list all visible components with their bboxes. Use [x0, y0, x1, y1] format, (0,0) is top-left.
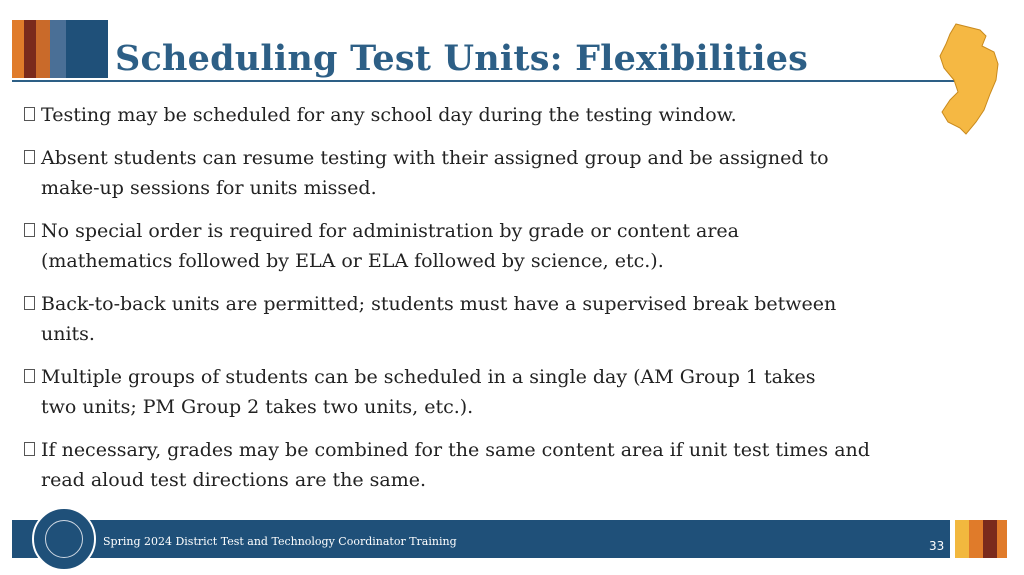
bullet-item [22, 143, 922, 203]
footer-text: Spring 2024 District Test and Technology Coordinator Training [103, 535, 457, 548]
bullet-item [22, 362, 922, 422]
seal-inner-ring [45, 520, 83, 558]
bullet-text: Multiple groups of students can be scheduled in a single day (AM Group 1 takes [41, 366, 816, 388]
title-decor-stripes [12, 20, 108, 78]
bullet-text: If necessary, grades may be combined for the same content area if unit test times and [41, 439, 870, 461]
footer-stripe [983, 520, 997, 558]
bullet-item [22, 100, 922, 130]
bullet-box-icon [24, 296, 35, 310]
bullet-box-icon [24, 369, 35, 383]
bullet-text: No special order is required for administration by grade or content area [41, 220, 739, 242]
bullet-box-icon [24, 107, 35, 121]
bullet-text-continued: (mathematics followed by ELA or ELA followed by science, etc.). [41, 250, 664, 272]
bullet-text-continued: make-up sessions for units missed. [41, 177, 377, 199]
title-stripe [50, 20, 66, 78]
bullet-box-icon [24, 150, 35, 164]
title-divider [12, 80, 972, 82]
bullet-text: Back-to-back units are permitted; students must have a supervised break between [41, 293, 837, 315]
title-stripe [12, 20, 24, 78]
bullet-item [22, 289, 922, 349]
footer-stripe [955, 520, 969, 558]
slide-title: Scheduling Test Units: Flexibilities [115, 38, 809, 79]
bullet-text-continued: two units; PM Group 2 takes two units, etc.). [41, 396, 474, 418]
new-jersey-map-icon [936, 22, 1006, 140]
bullet-text: Absent students can resume testing with their assigned group and be assigned to [41, 147, 829, 169]
bullet-box-icon [24, 442, 35, 456]
title-stripe [36, 20, 50, 78]
bullet-item [22, 216, 922, 276]
page-number: 33 [929, 539, 945, 553]
bullet-list [22, 100, 922, 508]
bullet-box-icon [24, 223, 35, 237]
footer-decor-stripes [955, 520, 1007, 558]
bullet-text: Testing may be scheduled for any school day during the testing window. [41, 104, 737, 126]
nj-department-of-education-seal-icon [32, 507, 96, 571]
bullet-text-continued: units. [41, 323, 95, 345]
title-stripe [66, 20, 108, 78]
footer-stripe [997, 520, 1007, 558]
title-stripe [24, 20, 36, 78]
bullet-item [22, 435, 922, 495]
bullet-text-continued: read aloud test directions are the same. [41, 469, 427, 491]
footer-stripe [969, 520, 983, 558]
